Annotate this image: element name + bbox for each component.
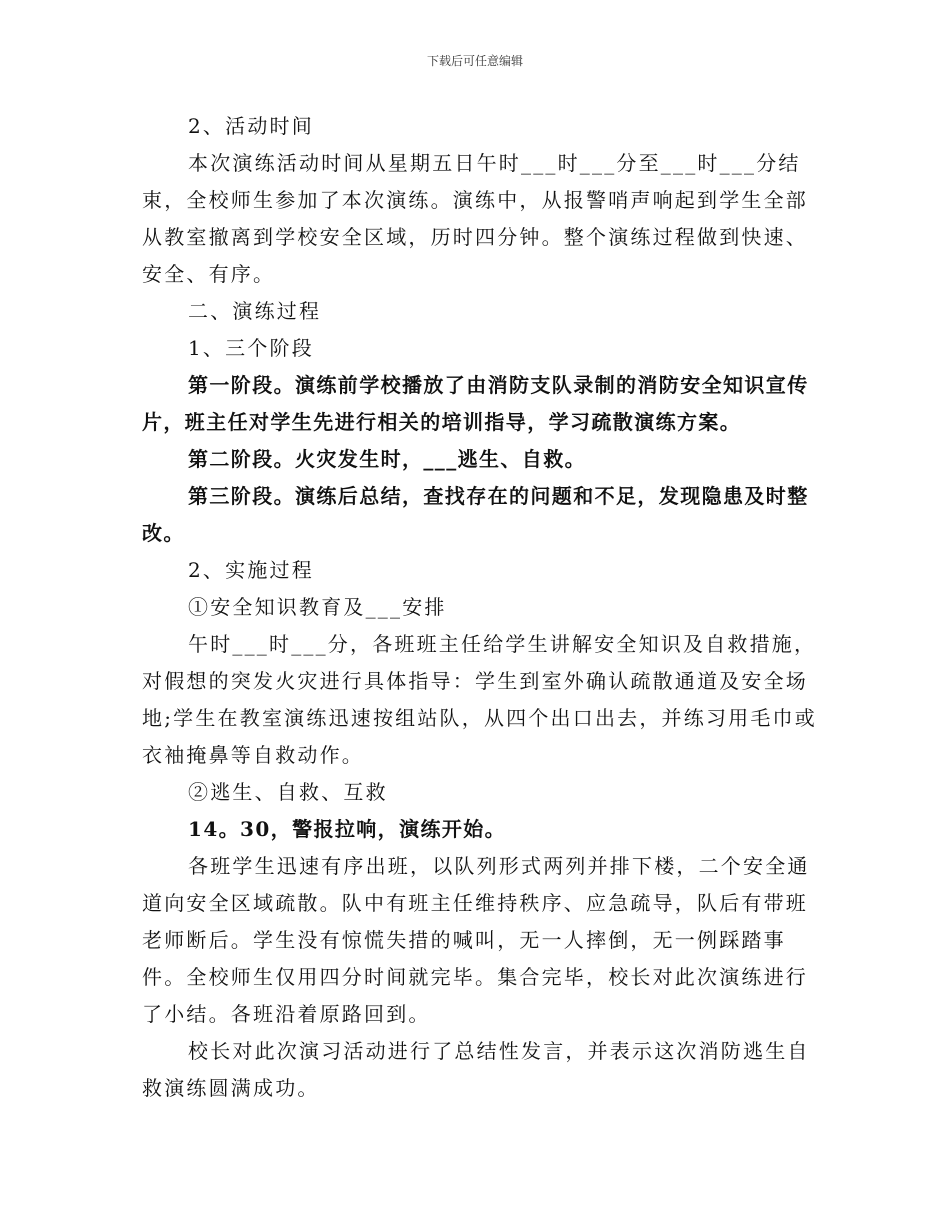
section-heading-drill-process: 二、演练过程 <box>188 299 322 323</box>
paragraph-stage-two: 第二阶段。火灾发生时，___逃生、自救。 <box>188 447 586 471</box>
subheading-implementation: 2、实施过程 <box>188 558 314 582</box>
subheading-three-stages: 1、三个阶段 <box>188 336 314 360</box>
paragraph-alarm-start: 14。30，警报拉响，演练开始。 <box>188 817 507 841</box>
page-header: 下载后可任意编辑 <box>426 54 523 68</box>
document-body <box>142 108 830 1107</box>
subheading-escape-rescue: ②逃生、自救、互救 <box>188 780 388 804</box>
paragraph-evacuation: 各班学生迅速有序出班，以队列形式两列并排下楼，二个安全通道向安全区域疏散。队中有班主任维持秩序、应急疏导，队后有带班老师断后。学生没有惊慌失措的喊叫，无一人摔倒，无一例踩踏事件。全校师生仅用四分时间就完毕。集合完毕，校长对此次演练进行了小结。各班沿着原路回到。 <box>142 854 810 1026</box>
subheading-safety-education: ①安全知识教育及___安排 <box>188 595 447 619</box>
paragraph-safety-education: 午时___时___分，各班班主任给学生讲解安全知识及自救措施，对假想的突发火灾进行具体指导：学生到室外确认疏散通道及安全场地;学生在教室演练迅速按组站队，从四个出口出去，并练习用毛巾或衣袖掩鼻等自救动作。 <box>142 632 817 767</box>
paragraph-principal-summary: 校长对此次演习活动进行了总结性发言，并表示这次消防逃生自救演练圆满成功。 <box>142 1039 810 1100</box>
paragraph-stage-three: 第三阶段。演练后总结，查找存在的问题和不足，发现隐患及时整改。 <box>142 484 809 545</box>
paragraph-activity-time: 本次演练活动时间从星期五日午时___时___分至___时___分结束，全校师生参加了本次演练。演练中，从报警哨声响起到学生全部从教室撤离到学校安全区域，历时四分钟。整个演练过程做到快速、安全、有序。 <box>142 151 808 286</box>
section-heading-activity-time: 2、活动时间 <box>188 114 314 138</box>
paragraph-stage-one: 第一阶段。演练前学校播放了由消防支队录制的消防安全知识宣传片，班主任对学生先进行相关的培训指导，学习疏散演练方案。 <box>142 373 809 434</box>
